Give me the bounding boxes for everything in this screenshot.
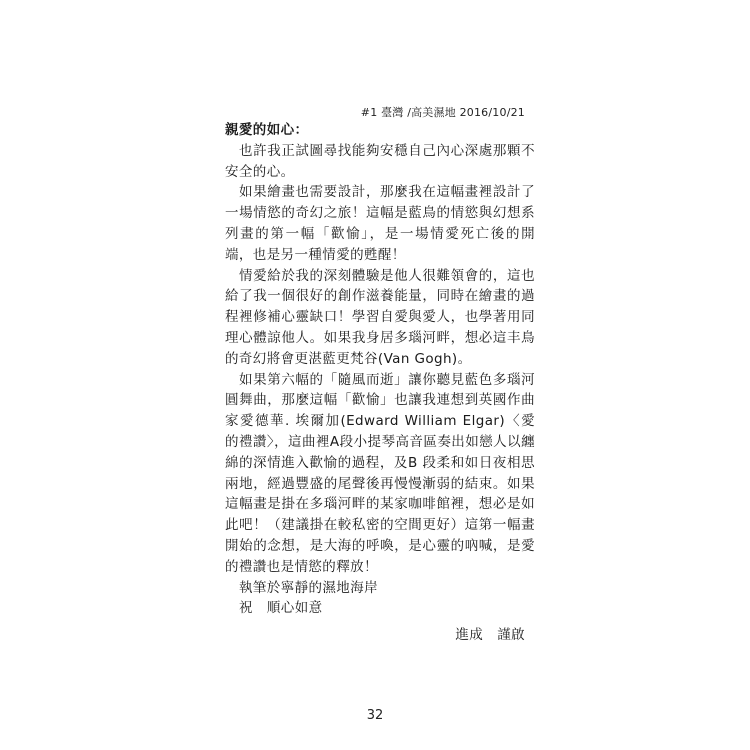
- paragraph-1: 也許我正試圖尋找能夠安穩自己內心深處那顆不安全的心。: [225, 142, 535, 180]
- signature-name: 進成: [455, 627, 484, 644]
- signature-verb: 謹啟: [497, 627, 525, 644]
- closing-line: 執筆於寧靜的濕地海岸: [239, 579, 378, 596]
- wish-line: [225, 598, 535, 619]
- page-header: #1 臺灣 /高美濕地 2016/10/21: [360, 106, 525, 119]
- paragraph-4: 如果第六幅的「隨風而逝」讓你聽見藍色多瑙河圓舞曲，那麼這幅「歡愉」也讓我連想到英國作曲家愛德華. 埃爾加(Edward William Elgar)〈愛的禮讚〉，這曲裡A段小提琴高音區奏出如戀人以纏綿的深情進入歡愉的過程，及B 段柔和如日夜相思兩地，經過豐盛的尾聲後再慢慢漸弱的結束。如果這幅畫是掛在多瑙河畔的某家咖啡館裡，想必是如此吧！（建議掛在較私密的空間更好）這第一幅畫開始的念想，是大海的呼喚，是心靈的吶喊，是愛的禮讚也是情慾的釋放！: [225, 371, 535, 575]
- blessing-word: 祝: [239, 600, 253, 617]
- signature: [225, 625, 535, 646]
- page-number: 32: [366, 708, 384, 723]
- paragraph-3: 情愛給於我的深刻體驗是他人很難領會的，這也給了我一個很好的創作滋養能量，同時在繪畫的過程裡修補心靈缺口！學習自愛與愛人，也學著用同理心體諒他人。如果我身居多瑙河畔，想必這丰鳥的奇幻將會更湛藍更梵谷(Van Gogh)。: [225, 267, 535, 367]
- salutation: 親愛的如心：: [225, 122, 309, 138]
- blessing-text: 順心如意: [266, 600, 323, 617]
- paragraph-2: 如果繪畫也需要設計，那麼我在這幅畫裡設計了一場情慾的奇幻之旅！這幅是藍鳥的情慾與幻想系列畫的第一幅「歡愉」，是一場情愛死亡後的開端，也是另一種情愛的甦醒！: [225, 184, 535, 263]
- letter-body: [225, 120, 535, 646]
